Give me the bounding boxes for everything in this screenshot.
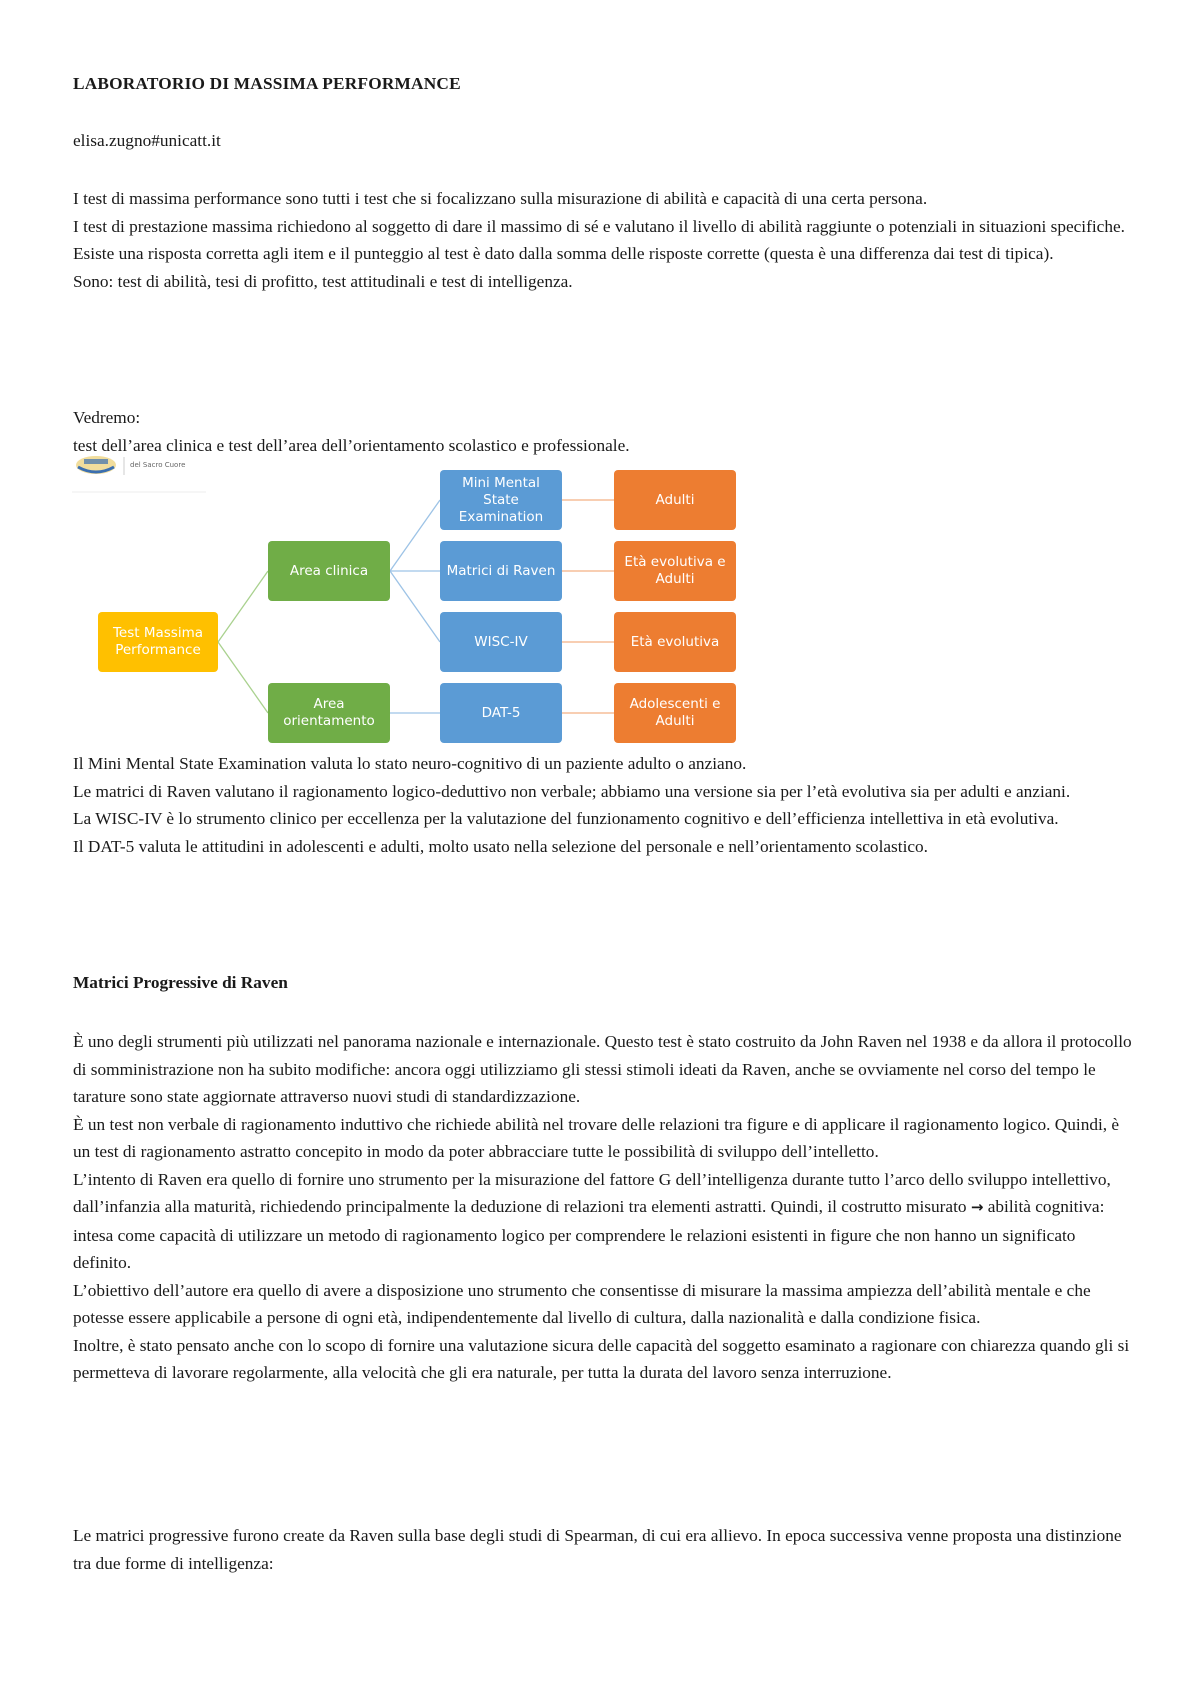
description-paragraph: Le matrici di Raven valutano il ragionamento logico-deduttivo non verbale; abbiamo una versione sia per l’età evolutiva sia per adulti e anziani. — [73, 781, 1071, 801]
connector-clinica-wisc — [390, 571, 440, 642]
node-test-mmse: Mini Mental State Examination — [440, 470, 562, 530]
node-target-raven: Età evolutiva e Adulti — [614, 541, 736, 601]
raven-paragraph: È un test non verbale di ragionamento induttivo che richiede abilità nel trovare delle relazioni tra figure e di applicare il ragionamento logico. Quindi, è un test di ragionamento astratto concepito in modo da poter abbracciare tutte le possibilità di sviluppo dell’intelletto. — [73, 1114, 1120, 1161]
raven-section — [73, 1028, 1133, 1387]
connector-clinica-mmse — [390, 500, 440, 571]
raven-intent-after: abilità cognitiva: intesa come capacità di utilizzare un metodo di ragionamento logico per comprendere le relazioni esistenti in figure che non hanno un significato definito. — [73, 1197, 1105, 1272]
document-title: LABORATORIO DI MASSIMA PERFORMANCE — [73, 74, 461, 93]
intro-section — [73, 185, 1133, 295]
test-hierarchy-diagram — [95, 466, 745, 746]
vedremo-section — [73, 404, 1133, 459]
section-heading: Matrici Progressive di Raven — [73, 973, 288, 992]
closing-paragraph: Le matrici progressive furono create da Raven sulla base degli studi di Spearman, di cui era allievo. In epoca successiva venne proposta una distinzione tra due forme di intelligenza: — [73, 1526, 1122, 1573]
node-test-dat: DAT-5 — [440, 683, 562, 743]
node-root: Test Massima Performance — [98, 612, 218, 672]
vedremo-label: Vedremo: — [73, 408, 141, 427]
descriptions-section — [73, 750, 1133, 860]
description-paragraph: Il DAT-5 valuta le attitudini in adolescenti e adulti, molto usato nella selezione del personale e nell’orientamento scolastico. — [73, 836, 929, 856]
intro-paragraph: Sono: test di abilità, tesi di profitto, test attitudinali e test di intelligenza. — [73, 271, 573, 291]
node-test-wisc: WISC-IV — [440, 612, 562, 672]
description-paragraph: Il Mini Mental State Examination valuta lo stato neuro-cognitivo di un paziente adulto o anziano. — [73, 754, 747, 773]
connector-root-clinica — [218, 571, 268, 642]
node-target-wisc: Età evolutiva — [614, 612, 736, 672]
node-area-clinica: Area clinica — [268, 541, 390, 601]
closing-section — [73, 1522, 1133, 1577]
intro-paragraph: I test di prestazione massima richiedono al soggetto di dare il massimo di sé e valutano il livello di abilità raggiunte o potenziali in situazioni specifiche. — [73, 216, 1125, 236]
raven-paragraph: L’obiettivo dell’autore era quello di avere a disposizione uno strumento che consentisse di misurare la massima ampiezza dell’abilità mentale e che potesse essere applicabile a persone di ogni età, indipendentemente dal livello di cultura, dalla nazionalità e dalla condizione fisica. — [73, 1280, 1091, 1327]
intro-paragraph: Esiste una risposta corretta agli item e il punteggio al test è dato dalla somma delle risposte corrette (questa è una differenza dai test di tipica). — [73, 244, 1054, 263]
arrow-right-icon: → — [970, 1198, 984, 1216]
node-area-orientamento: Area orientamento — [268, 683, 390, 743]
raven-intent-paragraph — [73, 1166, 1133, 1277]
connector-root-orientamento — [218, 642, 268, 713]
vedremo-text: test dell’area clinica e test dell’area dell’orientamento scolastico e professionale. — [73, 435, 630, 455]
intro-paragraph: I test di massima performance sono tutti i test che si focalizzano sulla misurazione di abilità e capacità di una certa persona. — [73, 189, 928, 208]
node-target-mmse: Adulti — [614, 470, 736, 530]
author-email: elisa.zugno#unicatt.it — [73, 131, 221, 150]
logo-text: del Sacro Cuore — [130, 461, 186, 469]
description-paragraph: La WISC-IV è lo strumento clinico per eccellenza per la valutazione del funzionamento cognitivo e dell’efficienza intellettiva in età evolutiva. — [73, 809, 1059, 828]
node-test-raven: Matrici di Raven — [440, 541, 562, 601]
raven-paragraph: Inoltre, è stato pensato anche con lo scopo di fornire una valutazione sicura delle capacità del soggetto esaminato a ragionare con chiarezza quando gli si permetteva di lavorare regolarmente, alla velocità che gli era naturale, per tutta la durata del lavoro senza interruzione. — [73, 1335, 1130, 1382]
raven-intent-before: L’intento di Raven era quello di fornire uno strumento per la misurazione del fattore G dell’intelligenza durante tutto l’arco dello sviluppo intellettivo, dall’infanzia alla maturità, richiedendo principalmente la deduzione di relazioni tra elementi astratti. Quindi, il costrutto misurato — [73, 1169, 1111, 1216]
raven-paragraph: È uno degli strumenti più utilizzati nel panorama nazionale e internazionale. Questo test è stato costruito da John Raven nel 1938 e da allora il protocollo di somministrazione non ha subito modifiche: ancora oggi utilizziamo gli stessi stimoli ideati da Raven, anche se ovviamente nel corso del tempo le tarature sono state aggiornate attraverso nuovi studi di standardizzazione. — [73, 1032, 1132, 1106]
node-target-dat: Adolescenti e Adulti — [614, 683, 736, 743]
